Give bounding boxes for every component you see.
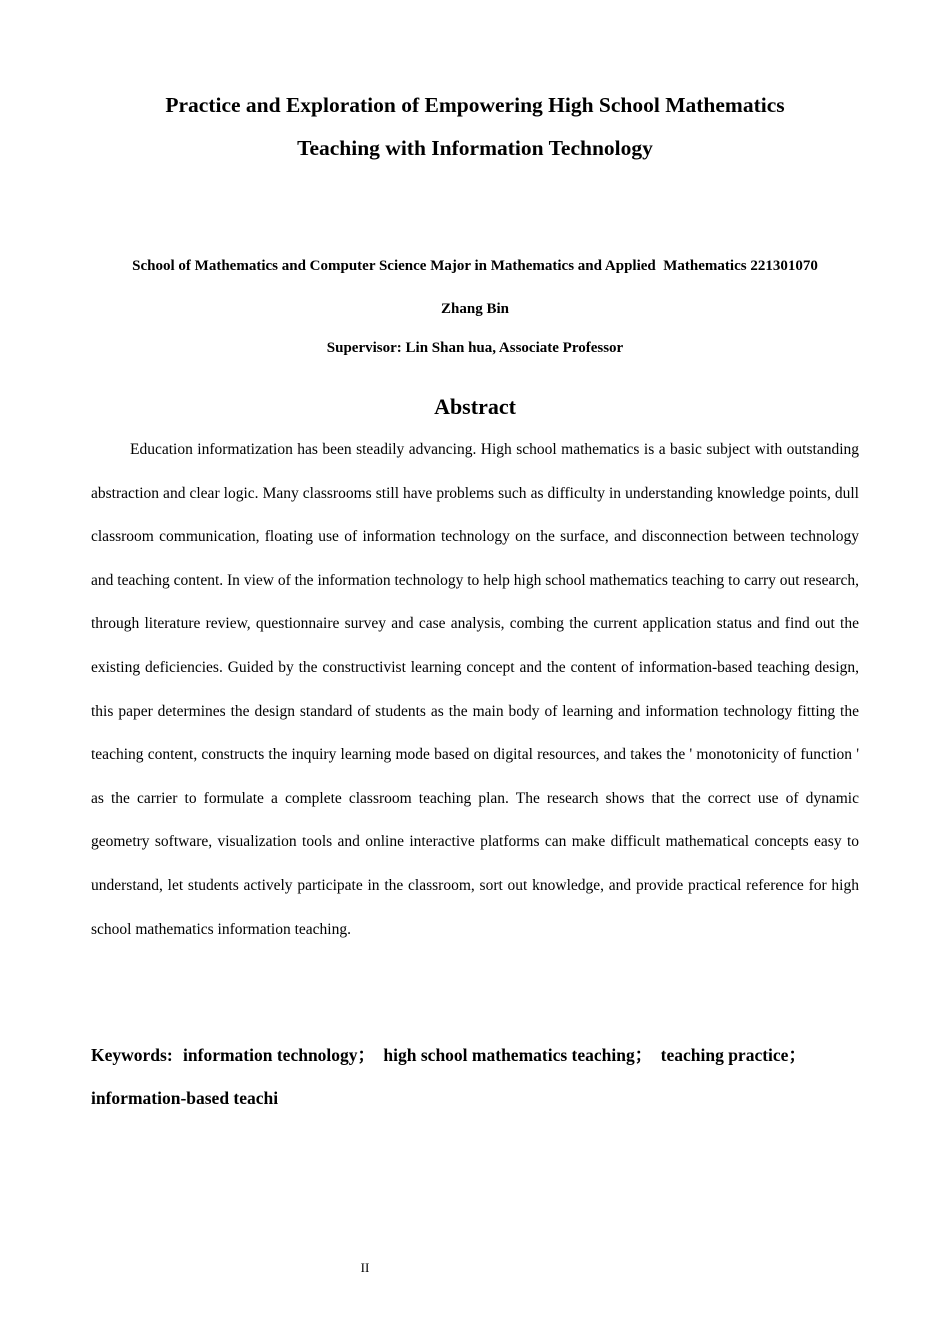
page-number: II: [360, 1260, 370, 1275]
author-affiliation: School of Mathematics and Computer Science Major in Mathematics and Applied Mathematics 221301070: [132, 258, 818, 274]
keyword-separator: ；: [634, 1045, 653, 1065]
paper-title-line-1: Practice and Exploration of Empowering High School Mathematics: [165, 93, 785, 117]
abstract-body: Education informatization has been steadily advancing. High school mathematics is a basic subject with outstanding abstraction and clear logic. Many classrooms still have problems such as difficulty in understanding knowledge points, dull classroom communication, floating use of information technology on the surface, and disconnection between technology and teaching content. In view of the information technology to help high school mathematics teaching to carry out research, through literature review, questionnaire survey and case analysis, combing the current application status and find out the existing deficiencies. Guided by the constructivist learning concept and the content of information-based teaching design, this paper determines the design standard of students as the main body of learning and information technology fitting the teaching content, constructs the inquiry learning mode based on digital resources, and takes the ' monotonicity of function ' as the carrier to formulate a complete classroom teaching plan. The research shows that the correct use of dynamic geometry software, visualization tools and online interactive platforms can make difficult mathematical concepts easy to understand, let students actively participate in the classroom, sort out knowledge, and provide practical reference for high school mathematics information teaching.: [91, 441, 859, 938]
keyword-item: information technology: [183, 1045, 358, 1065]
abstract-heading: Abstract: [434, 394, 516, 419]
supervisor-line: Supervisor: Lin Shan hua, Associate Professor: [326, 340, 624, 356]
keyword-separator: ；: [357, 1045, 376, 1065]
paper-title: [91, 84, 859, 170]
keywords-line: [91, 1034, 859, 1120]
keyword-item: high school mathematics teaching: [383, 1045, 635, 1065]
keyword-item: teaching practice: [660, 1045, 789, 1065]
paper-title-line-2: Teaching with Information Technology: [297, 136, 653, 160]
keyword-item: information-based teachi: [91, 1088, 279, 1108]
keywords-label: Keywords:: [91, 1045, 173, 1065]
author-name: Zhang Bin: [441, 301, 509, 317]
keyword-separator: ；: [788, 1045, 806, 1065]
